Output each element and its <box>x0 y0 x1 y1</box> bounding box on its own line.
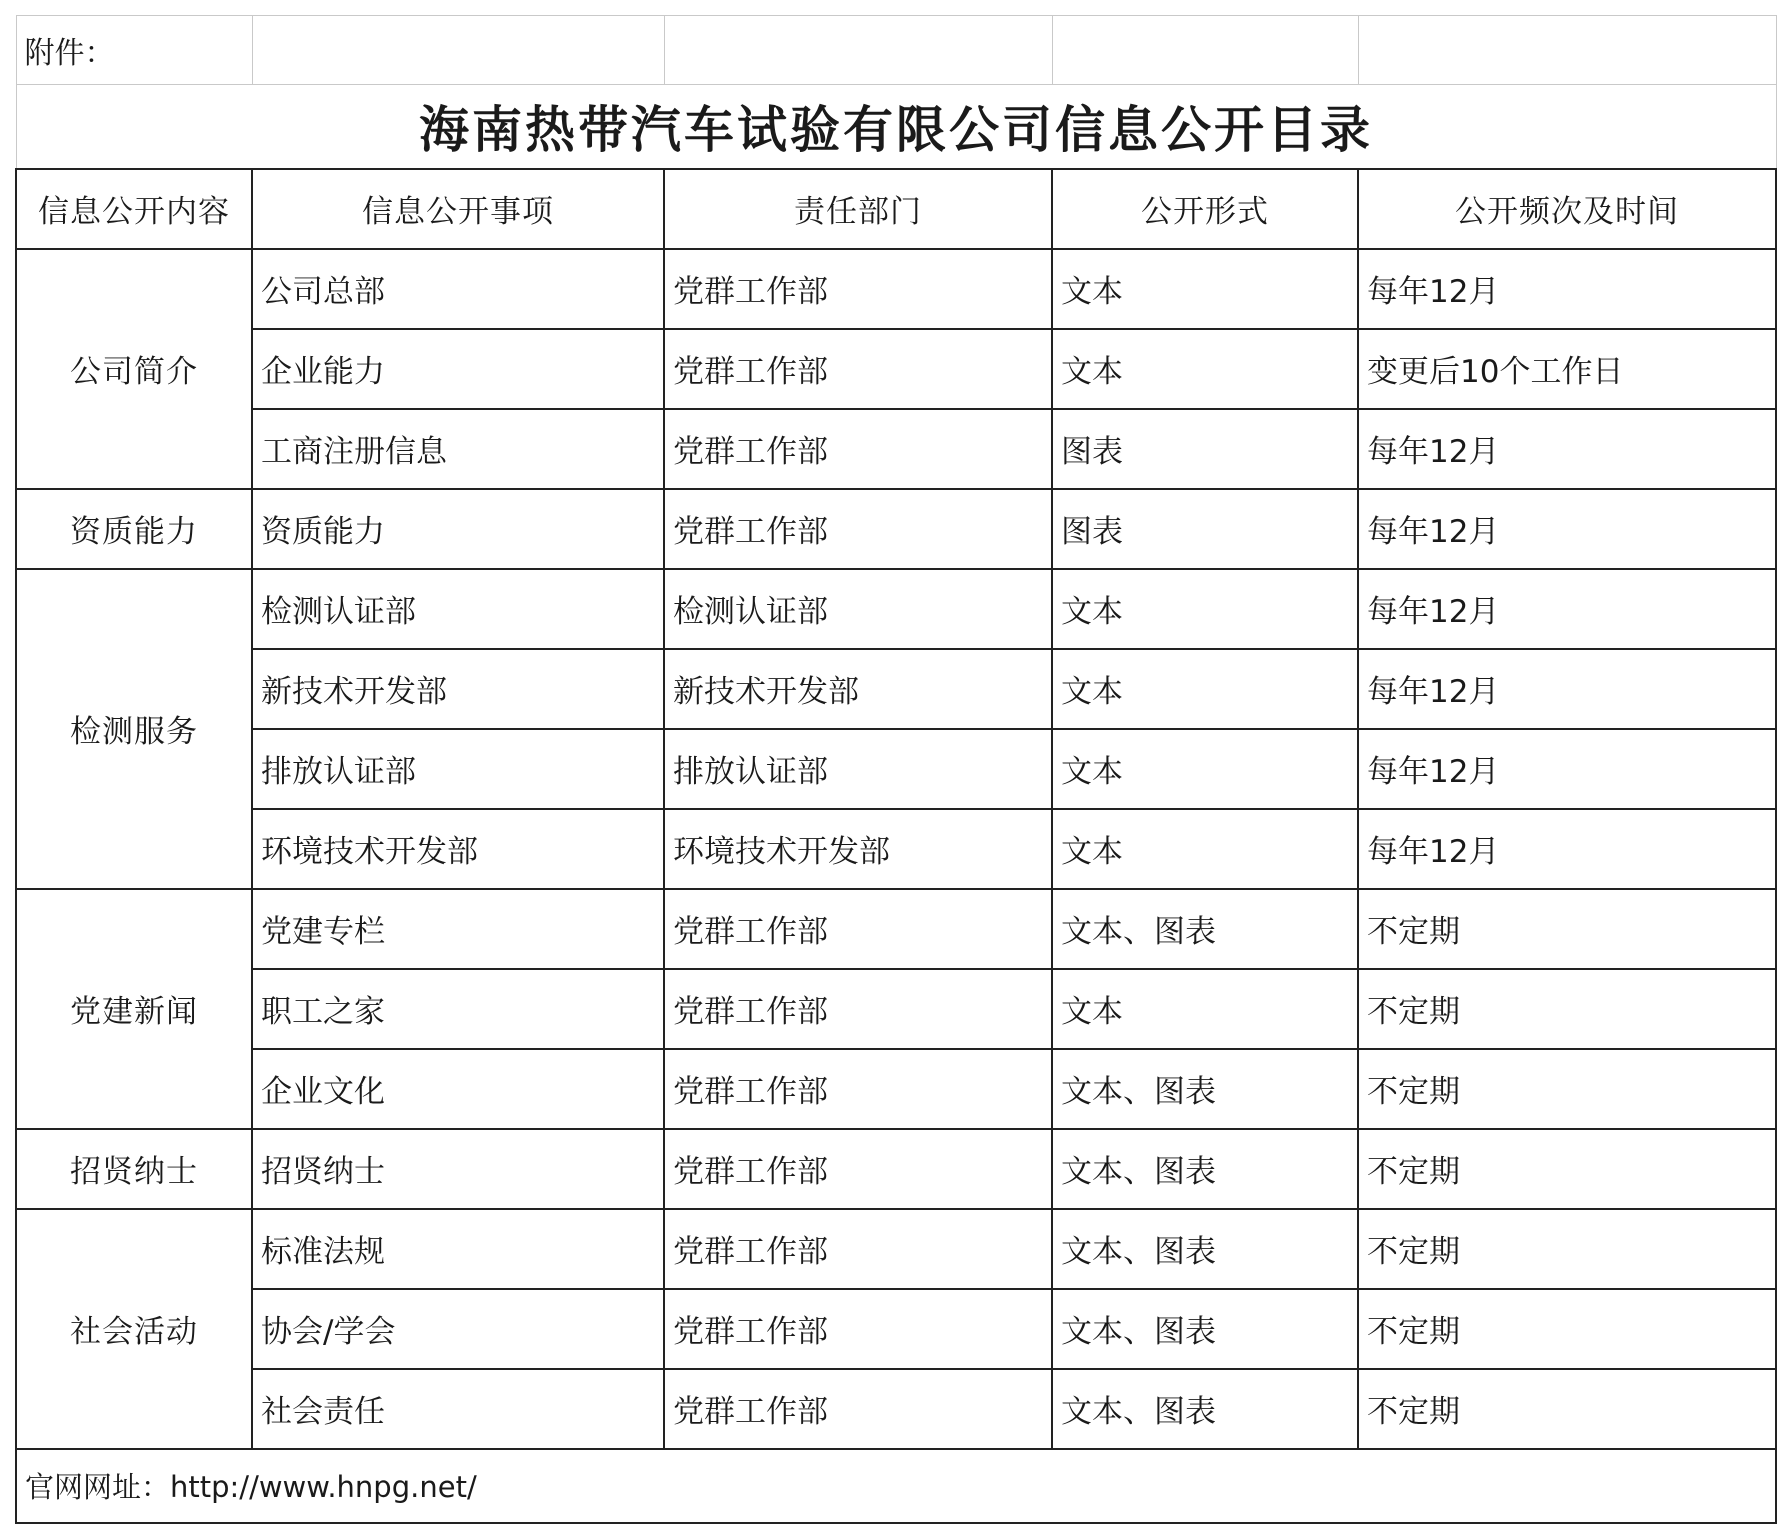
item-cell: 社会责任 <box>252 1369 664 1449</box>
table-row <box>16 969 1776 1049</box>
info-disclosure-table <box>15 15 1777 1524</box>
frequency-cell: 不定期 <box>1358 969 1776 1049</box>
department-cell: 新技术开发部 <box>664 649 1052 729</box>
table-row <box>16 489 1776 569</box>
department-cell: 党群工作部 <box>664 889 1052 969</box>
item-cell: 招贤纳士 <box>252 1129 664 1209</box>
department-cell: 环境技术开发部 <box>664 809 1052 889</box>
title-row <box>16 85 1776 169</box>
form-cell: 文本 <box>1052 729 1358 809</box>
frequency-cell: 每年12月 <box>1358 809 1776 889</box>
category-cell: 党建新闻 <box>16 889 252 1129</box>
frequency-cell: 不定期 <box>1358 889 1776 969</box>
frequency-cell: 不定期 <box>1358 1289 1776 1369</box>
department-cell: 党群工作部 <box>664 1209 1052 1289</box>
item-cell: 新技术开发部 <box>252 649 664 729</box>
frequency-cell: 变更后10个工作日 <box>1358 329 1776 409</box>
department-cell: 党群工作部 <box>664 1049 1052 1129</box>
table-row <box>16 1289 1776 1369</box>
header-frequency: 公开频次及时间 <box>1358 169 1776 249</box>
frequency-cell: 每年12月 <box>1358 409 1776 489</box>
frequency-cell: 不定期 <box>1358 1209 1776 1289</box>
department-cell: 检测认证部 <box>664 569 1052 649</box>
department-cell: 党群工作部 <box>664 1369 1052 1449</box>
frequency-cell: 不定期 <box>1358 1369 1776 1449</box>
header-form: 公开形式 <box>1052 169 1358 249</box>
form-cell: 文本、图表 <box>1052 1209 1358 1289</box>
item-cell: 党建专栏 <box>252 889 664 969</box>
department-cell: 党群工作部 <box>664 969 1052 1049</box>
department-cell: 党群工作部 <box>664 329 1052 409</box>
item-cell: 环境技术开发部 <box>252 809 664 889</box>
frequency-cell: 不定期 <box>1358 1129 1776 1209</box>
department-cell: 党群工作部 <box>664 489 1052 569</box>
form-cell: 文本、图表 <box>1052 889 1358 969</box>
form-cell: 图表 <box>1052 489 1358 569</box>
item-cell: 检测认证部 <box>252 569 664 649</box>
table-row <box>16 1209 1776 1289</box>
table-row <box>16 329 1776 409</box>
frequency-cell: 每年12月 <box>1358 249 1776 329</box>
website-url: 官网网址：http://www.hnpg.net/ <box>16 1449 1776 1523</box>
frequency-cell: 不定期 <box>1358 1049 1776 1129</box>
frequency-cell: 每年12月 <box>1358 489 1776 569</box>
table-row <box>16 249 1776 329</box>
table-row <box>16 649 1776 729</box>
department-cell: 排放认证部 <box>664 729 1052 809</box>
form-cell: 文本 <box>1052 809 1358 889</box>
attachment-row <box>16 16 1776 85</box>
empty-cell <box>664 16 1052 85</box>
item-cell: 企业文化 <box>252 1049 664 1129</box>
header-item: 信息公开事项 <box>252 169 664 249</box>
category-cell: 公司简介 <box>16 249 252 489</box>
form-cell: 文本 <box>1052 569 1358 649</box>
form-cell: 文本、图表 <box>1052 1369 1358 1449</box>
attachment-label: 附件： <box>16 16 252 85</box>
empty-cell <box>1358 16 1776 85</box>
form-cell: 文本 <box>1052 649 1358 729</box>
footer-row <box>16 1449 1776 1523</box>
table-row <box>16 1129 1776 1209</box>
table-row <box>16 889 1776 969</box>
item-cell: 排放认证部 <box>252 729 664 809</box>
form-cell: 图表 <box>1052 409 1358 489</box>
page-title: 海南热带汽车试验有限公司信息公开目录 <box>16 85 1776 169</box>
form-cell: 文本、图表 <box>1052 1049 1358 1129</box>
category-cell: 社会活动 <box>16 1209 252 1449</box>
department-cell: 党群工作部 <box>664 249 1052 329</box>
item-cell: 企业能力 <box>252 329 664 409</box>
form-cell: 文本 <box>1052 969 1358 1049</box>
item-cell: 工商注册信息 <box>252 409 664 489</box>
frequency-cell: 每年12月 <box>1358 569 1776 649</box>
header-row <box>16 169 1776 249</box>
category-cell: 检测服务 <box>16 569 252 889</box>
item-cell: 资质能力 <box>252 489 664 569</box>
header-department: 责任部门 <box>664 169 1052 249</box>
category-cell: 资质能力 <box>16 489 252 569</box>
item-cell: 职工之家 <box>252 969 664 1049</box>
item-cell: 协会/学会 <box>252 1289 664 1369</box>
empty-cell <box>252 16 664 85</box>
form-cell: 文本、图表 <box>1052 1129 1358 1209</box>
frequency-cell: 每年12月 <box>1358 649 1776 729</box>
department-cell: 党群工作部 <box>664 1289 1052 1369</box>
item-cell: 标准法规 <box>252 1209 664 1289</box>
form-cell: 文本 <box>1052 329 1358 409</box>
table-row <box>16 809 1776 889</box>
item-cell: 公司总部 <box>252 249 664 329</box>
table-row <box>16 1369 1776 1449</box>
category-cell: 招贤纳士 <box>16 1129 252 1209</box>
department-cell: 党群工作部 <box>664 1129 1052 1209</box>
department-cell: 党群工作部 <box>664 409 1052 489</box>
table-row <box>16 1049 1776 1129</box>
empty-cell <box>1052 16 1358 85</box>
table-row <box>16 729 1776 809</box>
form-cell: 文本 <box>1052 249 1358 329</box>
form-cell: 文本、图表 <box>1052 1289 1358 1369</box>
header-content: 信息公开内容 <box>16 169 252 249</box>
table-row <box>16 409 1776 489</box>
frequency-cell: 每年12月 <box>1358 729 1776 809</box>
table-row <box>16 569 1776 649</box>
